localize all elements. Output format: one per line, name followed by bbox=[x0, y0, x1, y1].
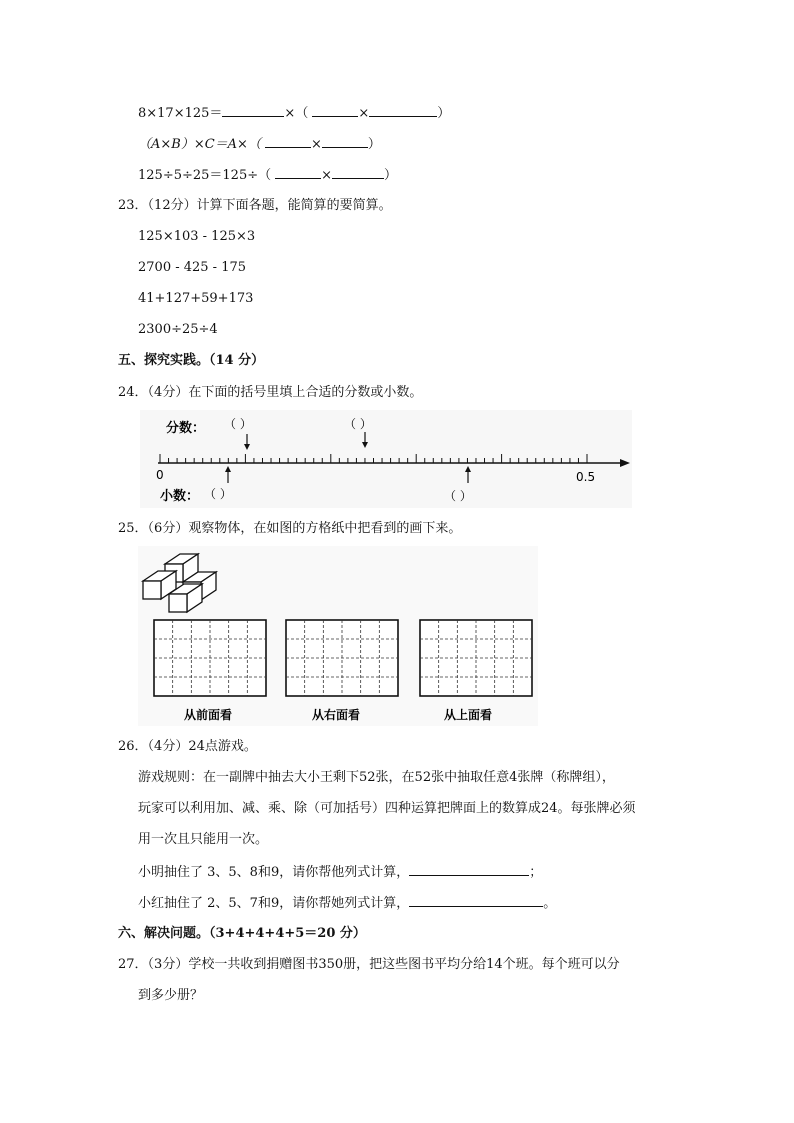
q22-line3-text: 125÷5÷25＝125÷（ bbox=[138, 168, 272, 183]
answer-blank[interactable] bbox=[409, 893, 543, 907]
answer-blank[interactable] bbox=[409, 862, 529, 876]
q22-line1-text: 8×17×125＝ bbox=[138, 106, 223, 121]
answer-blank[interactable] bbox=[265, 134, 311, 148]
observe-objects-figure bbox=[138, 546, 538, 726]
decimal-label: 小数： bbox=[160, 489, 200, 504]
view-label-top: 从上面看 bbox=[444, 708, 493, 722]
q24-heading: 24．（4分）在下面的括号里填上合适的分数或小数。 bbox=[118, 385, 423, 400]
answer-blank[interactable] bbox=[332, 165, 384, 179]
q26-rule-line: 玩家可以利用加、减、乘、除（可加括号）四种运算把牌面上的数算成24。每张牌必须 bbox=[138, 801, 636, 816]
q26-xiaohong: 小红抽住了 2、5、7和9，请你帮她列式计算， 。 bbox=[138, 893, 556, 913]
answer-blank[interactable] bbox=[275, 165, 321, 179]
answer-blank[interactable] bbox=[369, 103, 437, 117]
q22-line-1: 8×17×125＝ ×（ × ） bbox=[138, 103, 450, 123]
q25-heading: 25．（6分）观察物体，在如图的方格纸中把看到的画下来。 bbox=[118, 521, 462, 536]
q22-line-2: （A×B）×C＝A×（ × ） bbox=[138, 134, 381, 154]
q23-item: 41+127+59+173 bbox=[138, 291, 254, 306]
section-5-title: 五、探究实践。（14 分） bbox=[118, 353, 265, 368]
view-label-front: 从前面看 bbox=[184, 708, 233, 722]
grid-papers bbox=[154, 620, 532, 696]
fraction-paren-2[interactable]: （ ） bbox=[344, 417, 372, 431]
q26-xiaoming: 小明抽住了 3、5、8和9，请你帮他列式计算， ； bbox=[138, 862, 542, 882]
answer-blank[interactable] bbox=[222, 103, 284, 117]
q22-line-3: 125÷5÷25＝125÷（ × ） bbox=[138, 165, 397, 185]
section-6-title: 六、解决问题。（3+4+4+4+5＝20 分） bbox=[118, 926, 366, 941]
answer-blank[interactable] bbox=[312, 103, 358, 117]
q23-item: 2300÷25÷4 bbox=[138, 322, 218, 337]
q22-line2-text: （A×B）×C＝A×（ bbox=[138, 137, 261, 152]
tick-label-end: 0.5 bbox=[576, 470, 596, 484]
q23-heading: 23．（12分）计算下面各题，能简算的要简算。 bbox=[118, 198, 392, 213]
tick-label-zero: 0 bbox=[156, 468, 164, 482]
q26-rule-line: 游戏规则：在一副牌中抽去大小王剩下52张，在52张中抽取任意4张牌（称牌组）， bbox=[138, 770, 615, 785]
q26-heading: 26．（4分）24点游戏。 bbox=[118, 739, 257, 754]
decimal-paren-2[interactable]: （ ） bbox=[444, 489, 472, 503]
view-label-right: 从右面看 bbox=[312, 708, 361, 722]
q27-line-1: 27．（3分）学校一共收到捐赠图书350册，把这些图书平均分给14个班。每个班可以分 bbox=[118, 957, 620, 972]
q26-rule-line: 用一次且只能用一次。 bbox=[138, 832, 269, 847]
answer-blank[interactable] bbox=[322, 134, 368, 148]
fraction-label: 分数： bbox=[166, 421, 206, 436]
decimal-paren-1[interactable]: （ ） bbox=[204, 487, 232, 501]
q23-item: 2700 - 425 - 175 bbox=[138, 260, 247, 275]
q23-item: 125×103 - 125×3 bbox=[138, 229, 256, 244]
number-line-figure bbox=[140, 410, 632, 508]
fraction-paren-1[interactable]: （ ） bbox=[224, 417, 252, 431]
q27-line-2: 到多少册？ bbox=[138, 988, 204, 1003]
